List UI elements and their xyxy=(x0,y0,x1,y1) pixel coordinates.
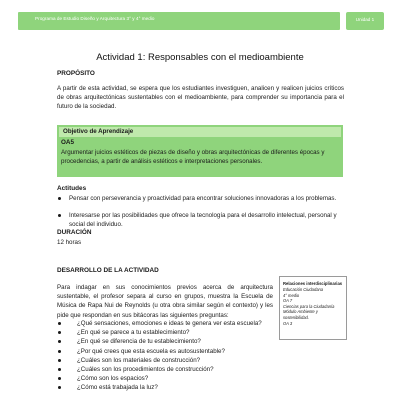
unit-label: Unidad 1 xyxy=(355,17,375,22)
question-text: ¿Cómo está trabajada la luz? xyxy=(77,384,158,392)
objective-heading: Objetivo de Aprendizaje xyxy=(59,127,341,137)
relacion-line: OA 3 xyxy=(283,320,293,326)
question-text: ¿En qué se diferencia de tu establecimiento? xyxy=(77,338,201,346)
bullet-icon xyxy=(58,368,61,371)
bullet-icon xyxy=(58,214,61,217)
list-item xyxy=(57,337,277,346)
relacion-line: sostenibilidad. xyxy=(283,314,309,320)
unit-badge xyxy=(346,12,384,30)
bullet-icon xyxy=(58,377,61,380)
list-item xyxy=(57,319,277,328)
list-item xyxy=(57,194,347,203)
list-item xyxy=(57,383,277,392)
relacion-line: OA 7 xyxy=(283,298,293,304)
bullet-icon xyxy=(58,350,61,353)
bullet-icon xyxy=(58,359,61,362)
actitud-text: Interesarse por las posibilidades que ofrece la tecnología para el desarrollo intelectual, personal y social del individuo. xyxy=(69,212,337,228)
question-text: ¿Cómo son los espacios? xyxy=(77,375,149,383)
objective-text: Argumentar juicios estéticos de piezas de diseño y obras arquitectónicas de diferentes épocas y procedencias, a partir de análisis estéticos e interpretaciones personales. xyxy=(61,149,325,166)
list-item xyxy=(57,328,277,337)
question-text: ¿En qué se parece a tu establecimiento? xyxy=(77,329,190,337)
question-text: ¿Cuáles son los materiales de construcción? xyxy=(77,356,201,364)
list-item xyxy=(57,356,277,365)
list-item xyxy=(57,211,347,229)
bullet-icon xyxy=(58,197,61,200)
objective-code: OA5 xyxy=(61,139,74,146)
desarrollo-intro: Para indagar en sus conocimientos previos acerca de arquitectura sustentable, el profesor separa al curso en grupos, muestra la Escuela de Música de Rapa Nui de Reynolds (u otra obra similar según el contexto) y les pide que respondan en sus bitácoras las siguientes preguntas: xyxy=(57,284,273,319)
program-title: Programa de Estudio Diseño y Arquitectura 3° y 4° medio xyxy=(35,16,155,21)
actitudes-heading: Actitudes xyxy=(57,185,87,192)
question-text: ¿Qué sensaciones, emociones e ideas te genera ver esta escuela? xyxy=(77,320,262,327)
relacion-line: 4° medio xyxy=(283,292,300,298)
question-text: ¿Cuáles son los procedimientos de construcción? xyxy=(77,366,214,374)
list-item xyxy=(57,365,277,374)
objective-box xyxy=(57,125,343,177)
relacion-line: Educación Ciudadana xyxy=(283,287,324,292)
proposito-text: A partir de esta actividad, se espera que los estudiantes investiguen, analicen y realicen juicios críticos de obras arquitectónicas sustentables con el medioambiente, para comprender su importancia para el futuro de la sociedad. xyxy=(57,85,344,111)
list-item xyxy=(57,347,277,356)
bullet-icon xyxy=(58,331,61,334)
questions-list xyxy=(57,319,277,393)
list-item xyxy=(57,374,277,383)
page-header xyxy=(0,0,400,42)
desarrollo-heading: DESARROLLO DE LA ACTIVIDAD xyxy=(57,267,159,274)
bullet-icon xyxy=(58,386,61,389)
bullet-icon xyxy=(58,322,61,325)
relacion-line: Módulo Ambiente y xyxy=(283,309,318,315)
relaciones-box xyxy=(279,276,347,340)
activity-title: Actividad 1: Responsables con el medioambiente xyxy=(96,52,304,63)
bullet-icon xyxy=(58,340,61,343)
relaciones-list xyxy=(283,287,345,326)
actitud-text: Pensar con perseverancia y proactividad para encontrar soluciones innovadoras a los problemas. xyxy=(69,195,337,202)
duracion-heading: DURACIÓN xyxy=(57,229,92,236)
proposito-heading: PROPÓSITO xyxy=(57,70,95,77)
relaciones-heading: Relaciones interdisciplinarias xyxy=(283,281,343,286)
program-banner xyxy=(18,12,340,30)
actitudes-list xyxy=(57,194,347,229)
question-text: ¿Por qué crees que esta escuela es autosustentable? xyxy=(77,347,225,355)
duracion-value: 12 horas xyxy=(57,239,82,246)
relacion-line: Ciencias para la Ciudadanía xyxy=(283,303,335,309)
